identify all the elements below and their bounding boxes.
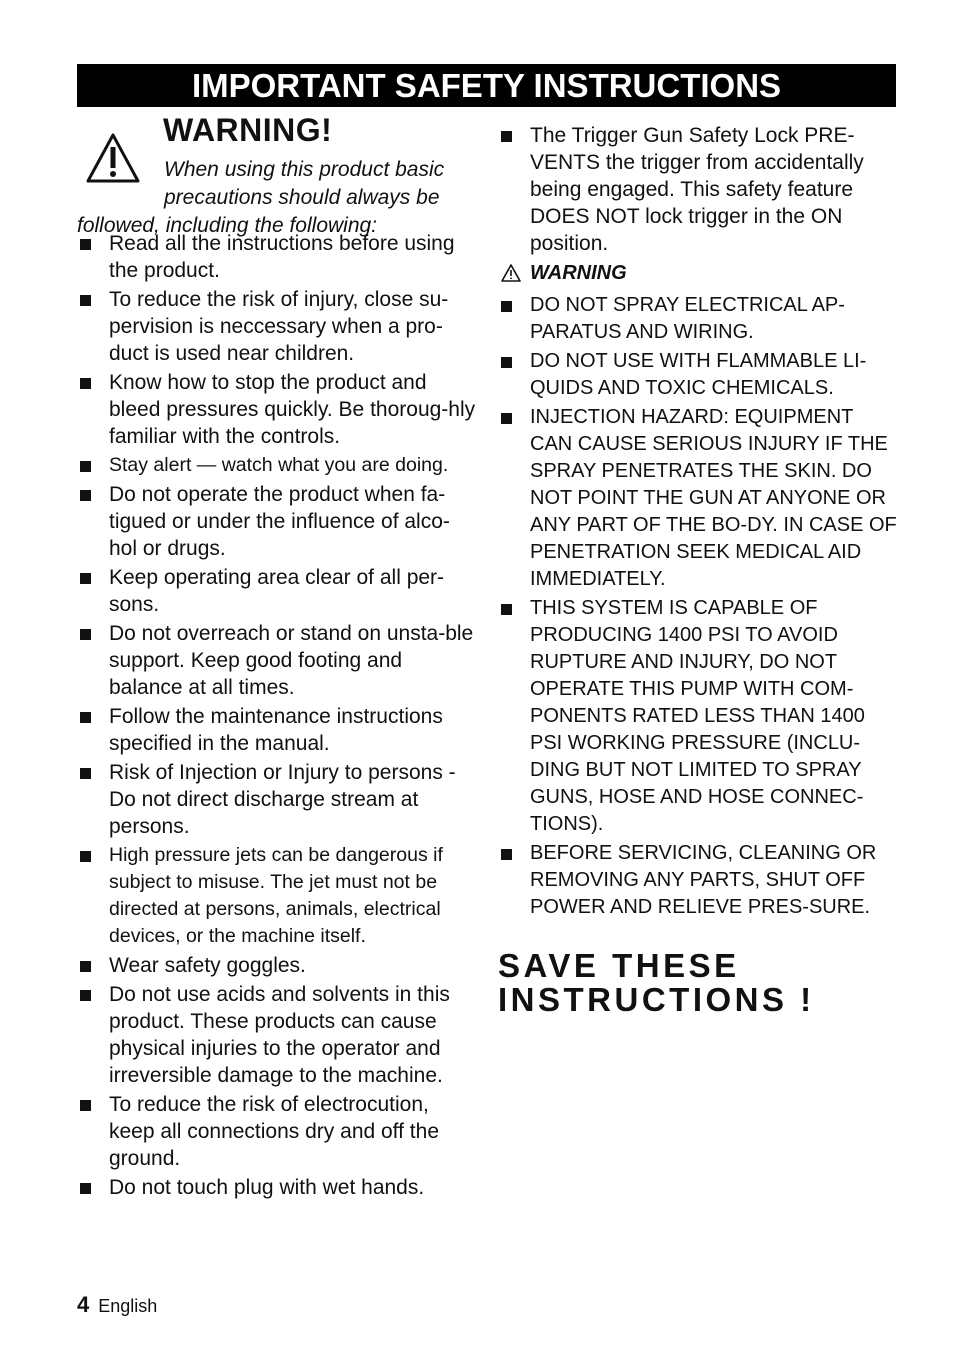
list-item: Follow the maintenance instructions specified in the manual.	[77, 703, 477, 757]
list-item: THIS SYSTEM IS CAPABLE OF PRODUCING 1400 PSI TO AVOID RUPTURE AND INJURY, DO NOT OPERATE THIS PUMP WITH COM-PONENTS RATED LESS THAN 1400 PSI WORKING PRESSURE (INCLU-DING BUT NOT LIMITED TO SPRAY GUNS, HOSE AND HOSE CONNEC-TIONS).	[498, 595, 898, 838]
footer-language: English	[98, 1296, 158, 1316]
warning-header	[77, 112, 477, 237]
page-number: 4	[77, 1292, 90, 1317]
warning-intro-line: precautions should always be	[164, 186, 440, 209]
sub-warning-label: WARNING	[530, 262, 627, 284]
warning-title: WARNING!	[163, 112, 333, 148]
list-item: Do not overreach or stand on unsta-ble support. Keep good footing and balance at all times.	[77, 620, 477, 701]
right-instruction-list-top	[498, 122, 898, 257]
list-item: Stay alert — watch what you are doing.	[77, 452, 477, 479]
page-title: IMPORTANT SAFETY INSTRUCTIONS	[77, 64, 896, 107]
list-item: BEFORE SERVICING, CLEANING OR REMOVING ANY PARTS, SHUT OFF POWER AND RELIEVE PRES-SURE.	[498, 840, 898, 921]
list-item: Do not use acids and solvents in this product. These products can cause physical injuries to the operator and irreversible damage to the machine.	[77, 981, 477, 1089]
list-item: Do not touch plug with wet hands.	[77, 1174, 477, 1201]
left-instruction-list	[77, 230, 477, 1201]
save-line: SAVE THESE	[498, 947, 740, 984]
list-item: The Trigger Gun Safety Lock PRE-VENTS the trigger from accidentally being engaged. This safety feature DOES NOT lock trigger in the ON position.	[498, 122, 898, 257]
right-column	[498, 122, 898, 1017]
list-item: Keep operating area clear of all per-sons.	[77, 564, 477, 618]
save-instructions-heading	[498, 949, 898, 1017]
warning-intro	[77, 156, 444, 240]
warning-intro-line: followed, including the following:	[77, 214, 378, 237]
list-item: To reduce the risk of injury, close su-pervision is neccessary when a pro-duct is used near children.	[77, 286, 477, 367]
list-item: Do not operate the product when fa-tigued or under the influence of alco-hol or drugs.	[77, 481, 477, 562]
page-footer	[77, 1292, 157, 1318]
list-item: Know how to stop the product and bleed pressures quickly. Be thoroug-hly familiar with the controls.	[77, 369, 477, 450]
list-item: High pressure jets can be dangerous if subject to misuse. The jet must not be directed at persons, animals, electrical devices, or the machine itself.	[77, 842, 477, 950]
left-column	[77, 112, 477, 1203]
sub-warning	[500, 260, 898, 286]
list-item: INJECTION HAZARD: EQUIPMENT CAN CAUSE SERIOUS INJURY IF THE SPRAY PENETRATES THE SKIN. DO NOT POINT THE GUN AT ANYONE OR ANY PART OF THE BO-DY. IN CASE OF PENETRATION SEEK MEDICAL AID IMMEDIATELY.	[498, 404, 898, 593]
list-item: Wear safety goggles.	[77, 952, 477, 979]
list-item: Risk of Injection or Injury to persons - Do not direct discharge stream at persons.	[77, 759, 477, 840]
warning-triangle-small-icon	[500, 263, 522, 283]
list-item: DO NOT SPRAY ELECTRICAL AP-PARATUS AND WIRING.	[498, 292, 898, 346]
right-instruction-list	[498, 292, 898, 921]
save-line: INSTRUCTIONS !	[498, 981, 815, 1018]
warning-intro-line: When using this product basic	[164, 158, 445, 181]
list-item: To reduce the risk of electrocution, keep all connections dry and off the ground.	[77, 1091, 477, 1172]
list-item: Read all the instructions before using the product.	[77, 230, 477, 284]
list-item: DO NOT USE WITH FLAMMABLE LI-QUIDS AND TOXIC CHEMICALS.	[498, 348, 898, 402]
